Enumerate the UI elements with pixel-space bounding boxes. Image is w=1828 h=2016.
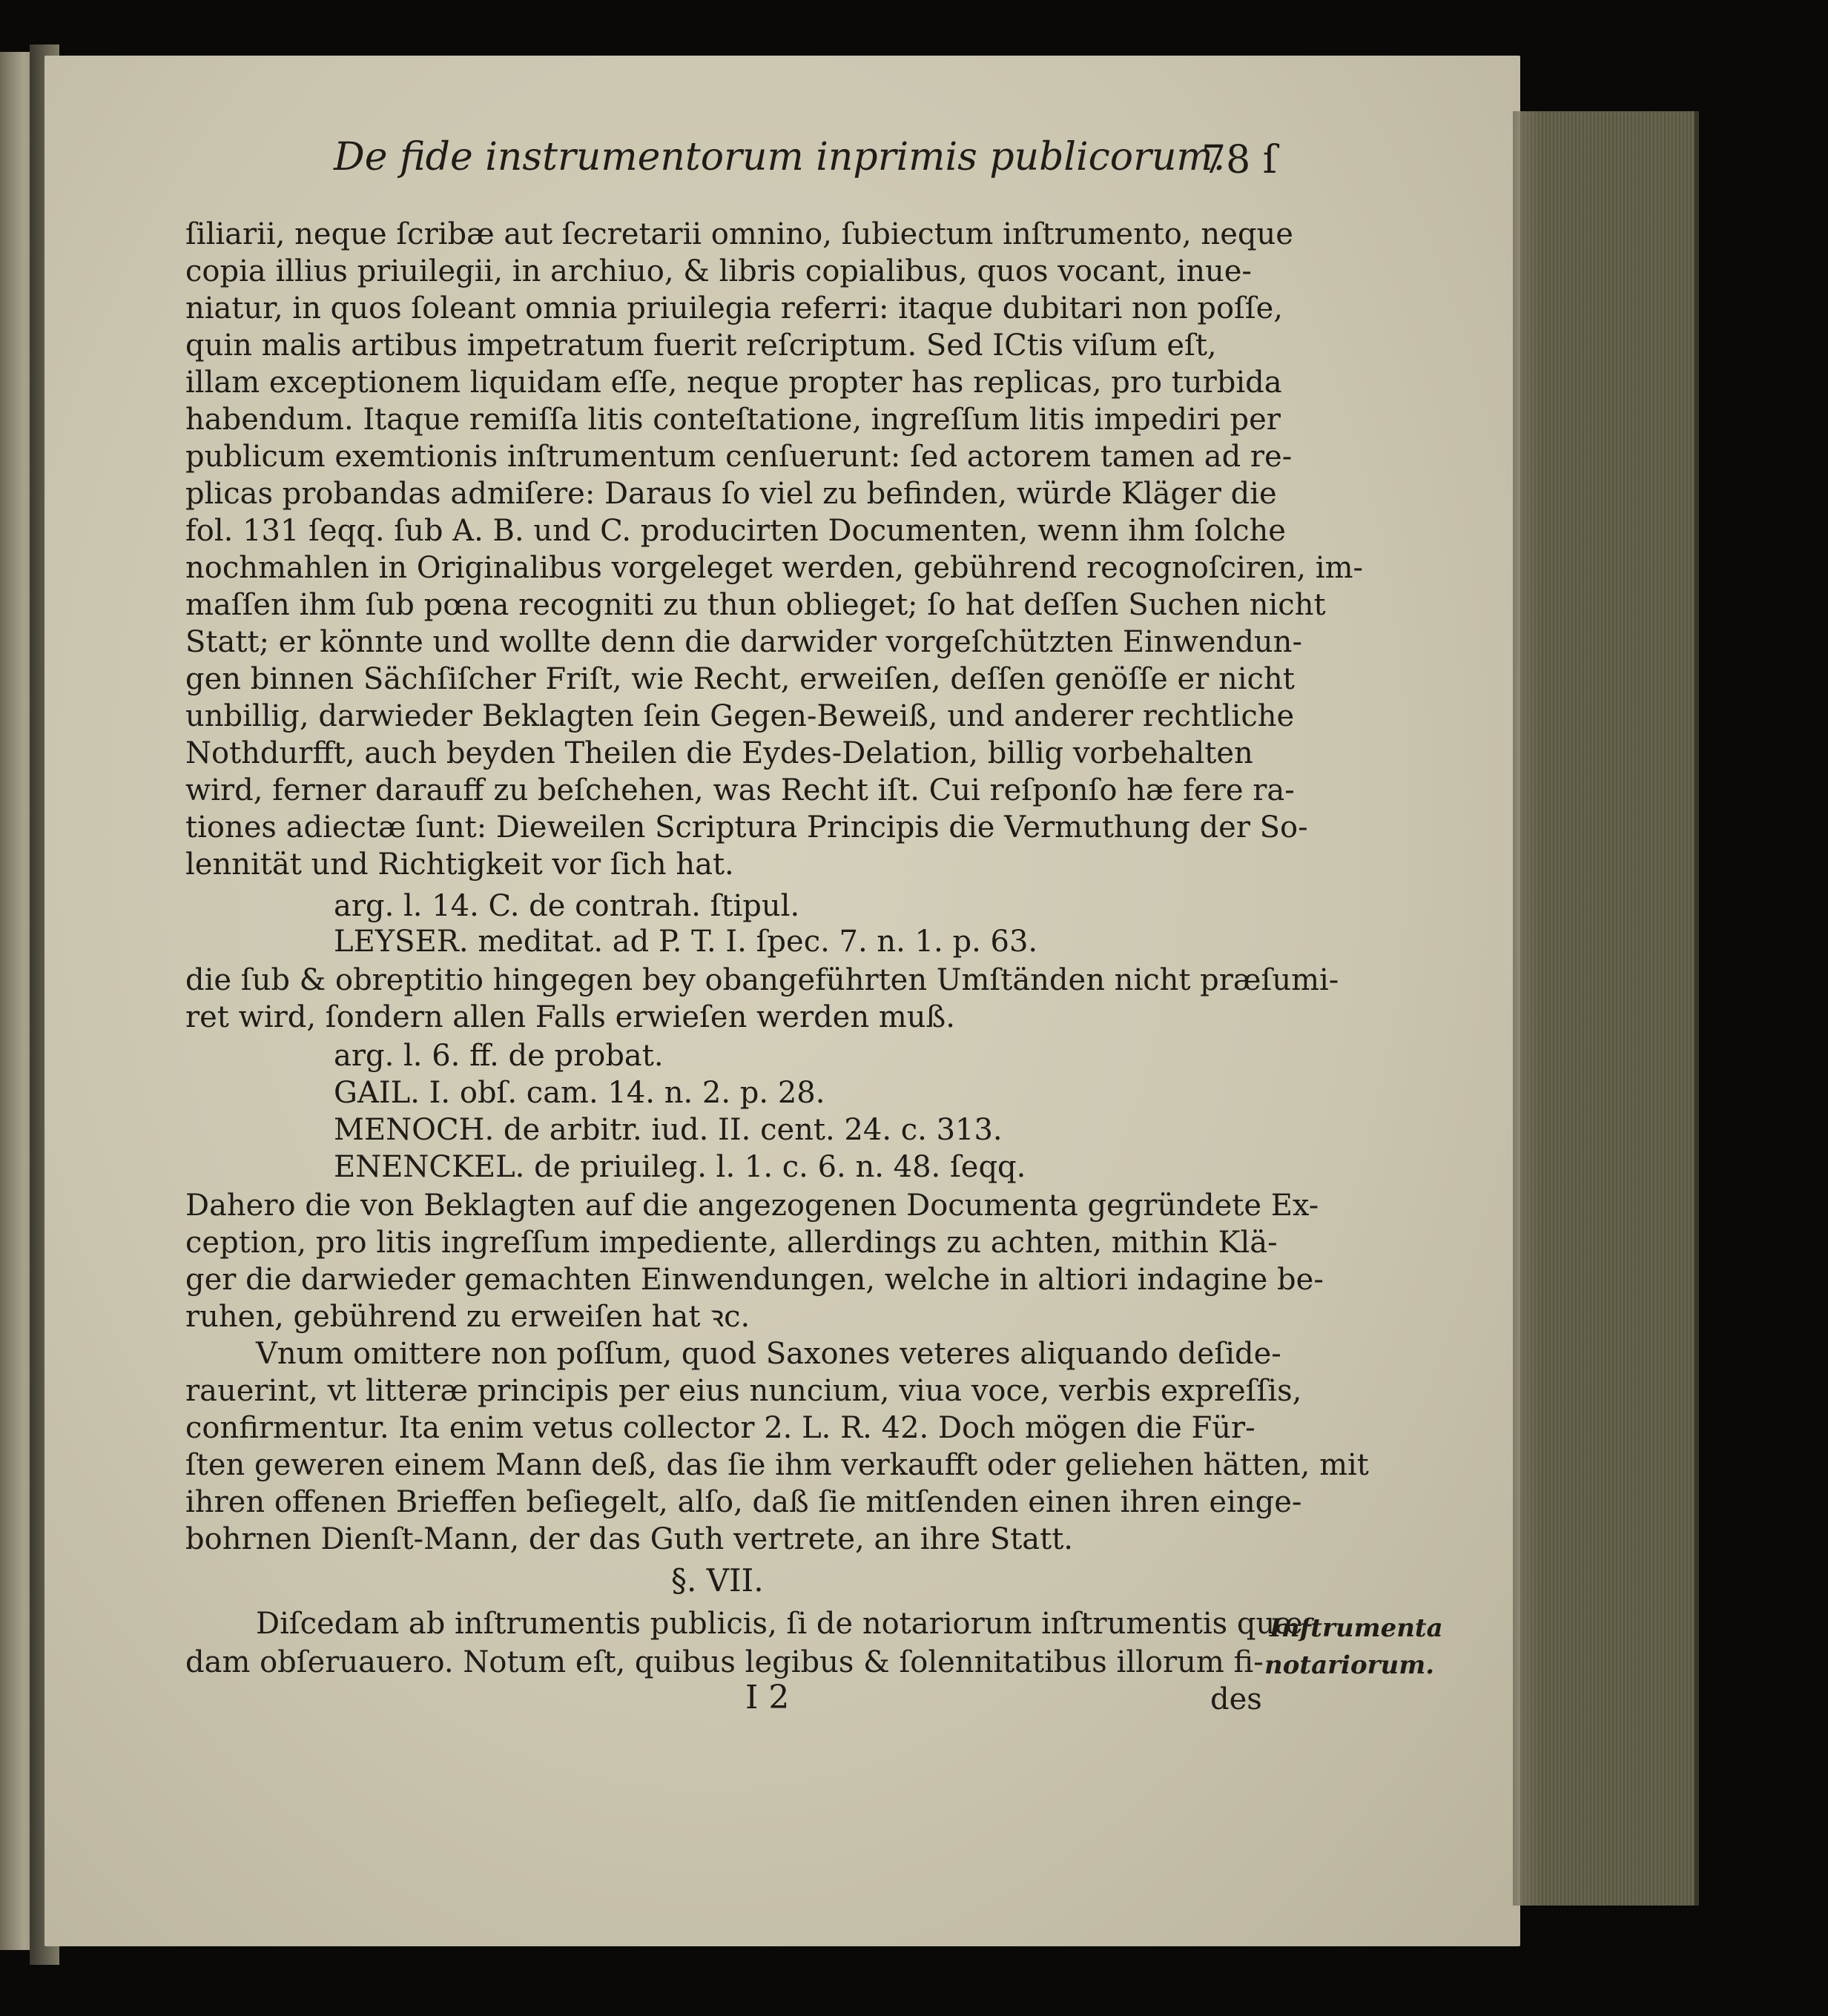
text-line: quin malis artibus impetratum fuerit reſcriptum. Sed ICtis viſum eſt, [185,328,1217,363]
text-line: copia illius priuilegii, in archiuo, & libris copialibus, quos vocant, inue- [185,254,1252,288]
citation-line: ENENCKEL. de priuileg. l. 1. c. 6. n. 48. ſeqq. [334,1150,1026,1184]
text-line: publicum exemtionis inſtrumentum cenſuerunt: ſed actorem tamen ad re- [185,440,1293,474]
text-line: dam obſeruauero. Notum eſt, quibus legibus & ſolennitatibus illorum fi- [185,1645,1264,1679]
signature-mark: I 2 [745,1679,790,1716]
citation-line: MENOCH. de arbitr. iud. II. cent. 24. c. 313. [334,1113,1003,1147]
text-line: Dahero die von Beklagten auf die angezogenen Documenta gegründete Ex- [185,1189,1319,1223]
text-line: ſten geweren einem Mann deß, das ſie ihm verkaufft oder geliehen hätten, mit [185,1448,1369,1482]
text-line: habendum. Itaque remiſſa litis conteſtatione, ingreſſum litis impediri per [185,403,1281,437]
text-line: ihren offenen Brieffen beſiegelt, alſo, daß ſie mitſenden einen ihren einge- [185,1485,1302,1519]
text-line: ſiliarii, neque ſcribæ aut ſecretarii omnino, ſubiectum inſtrumento, neque [185,217,1293,251]
running-head: De fide instrumentorum inprimis publicorum. [334,135,1226,179]
text-line: ception, pro litis ingreſſum impediente, allerdings zu achten, mithin Klä- [185,1226,1278,1260]
citation-line: arg. l. 6. ff. de probat. [334,1039,664,1073]
section-heading: §. VII. [671,1562,764,1599]
text-line: wird, ferner darauff zu beſchehen, was Recht iſt. Cui reſponſo hæ fere ra- [185,773,1295,807]
text-line: Nothdurfft, auch beyden Theilen die Eydes-Delation, billig vorbehalten [185,736,1253,770]
text-line: plicas probandas admiſere: Daraus ſo viel zu befinden, würde Kläger die [185,477,1277,511]
text-line: lennität und Richtigkeit vor ſich hat. [185,847,734,882]
text-line: bohrnen Dienſt-Mann, der das Guth vertrete, an ihre Statt. [185,1522,1074,1556]
fore-edge-shadow [1513,111,1542,1906]
catchword: des [1210,1682,1262,1716]
text-line: Vnum omittere non poſſum, quod Saxones veteres aliquando deſide- [256,1337,1281,1371]
text-line: nochmahlen in Originalibus vorgeleget werden, gebührend recognoſciren, im- [185,551,1364,585]
citation-line: arg. l. 14. C. de contrah. ſtipul. [334,889,800,923]
text-line: rauerint, vt litteræ principis per eius nuncium, viua voce, verbis expreſſis, [185,1374,1302,1408]
margin-note: Inſtrumenta [1270,1613,1443,1643]
text-line: confirmentur. Ita enim vetus collector 2. L. R. 42. Doch mögen die Für- [185,1411,1255,1445]
text-line: die ſub & obreptitio hingegen bey obangeführten Umſtänden nicht præſumi- [185,963,1339,997]
text-line: tiones adiectæ ſunt: Dieweilen Scriptura Principis die Vermuthung der So- [185,810,1308,845]
text-line: illam exceptionem liquidam eſſe, neque propter has replicas, pro turbida [185,366,1282,400]
text-line: Statt; er könnte und wollte denn die darwider vorgeſchützten Einwendun- [185,625,1302,659]
book-fore-edge [1520,111,1699,1906]
margin-note: notariorum. [1264,1650,1435,1680]
text-line: ger die darwieder gemachten Einwendungen, welche in altiori indagine be- [185,1263,1324,1297]
text-line: Diſcedam ab inſtrumentis publicis, ſi de notariorum inſtrumentis quæ- [256,1607,1313,1641]
citation-line: LEYSER. meditat. ad P. T. I. ſpec. 7. n. 1. p. 63. [334,925,1038,959]
page-number: 78 ſ [1201,138,1277,182]
text-line: unbillig, darwieder Beklagten ſein Gegen-Beweiß, und anderer rechtliche [185,699,1295,733]
text-line: gen binnen Sächſiſcher Friſt, wie Recht, erweiſen, deſſen genöſſe er nicht [185,662,1295,696]
text-line: maſſen ihm ſub pœna recogniti zu thun oblieget; ſo hat deſſen Suchen nicht [185,588,1326,622]
text-line: niatur, in quos ſoleant omnia priuilegia referri: itaque dubitari non poſſe, [185,291,1284,325]
citation-line: GAIL. I. obſ. cam. 14. n. 2. p. 28. [334,1076,825,1110]
text-line: ruhen, gebührend zu erweiſen hat ꝛc. [185,1300,750,1334]
text-line: fol. 131 ſeqq. ſub A. B. und C. producirten Documenten, wenn ihm ſolche [185,514,1286,548]
text-line: ret wird, ſondern allen Falls erwieſen werden muß. [185,1000,955,1034]
